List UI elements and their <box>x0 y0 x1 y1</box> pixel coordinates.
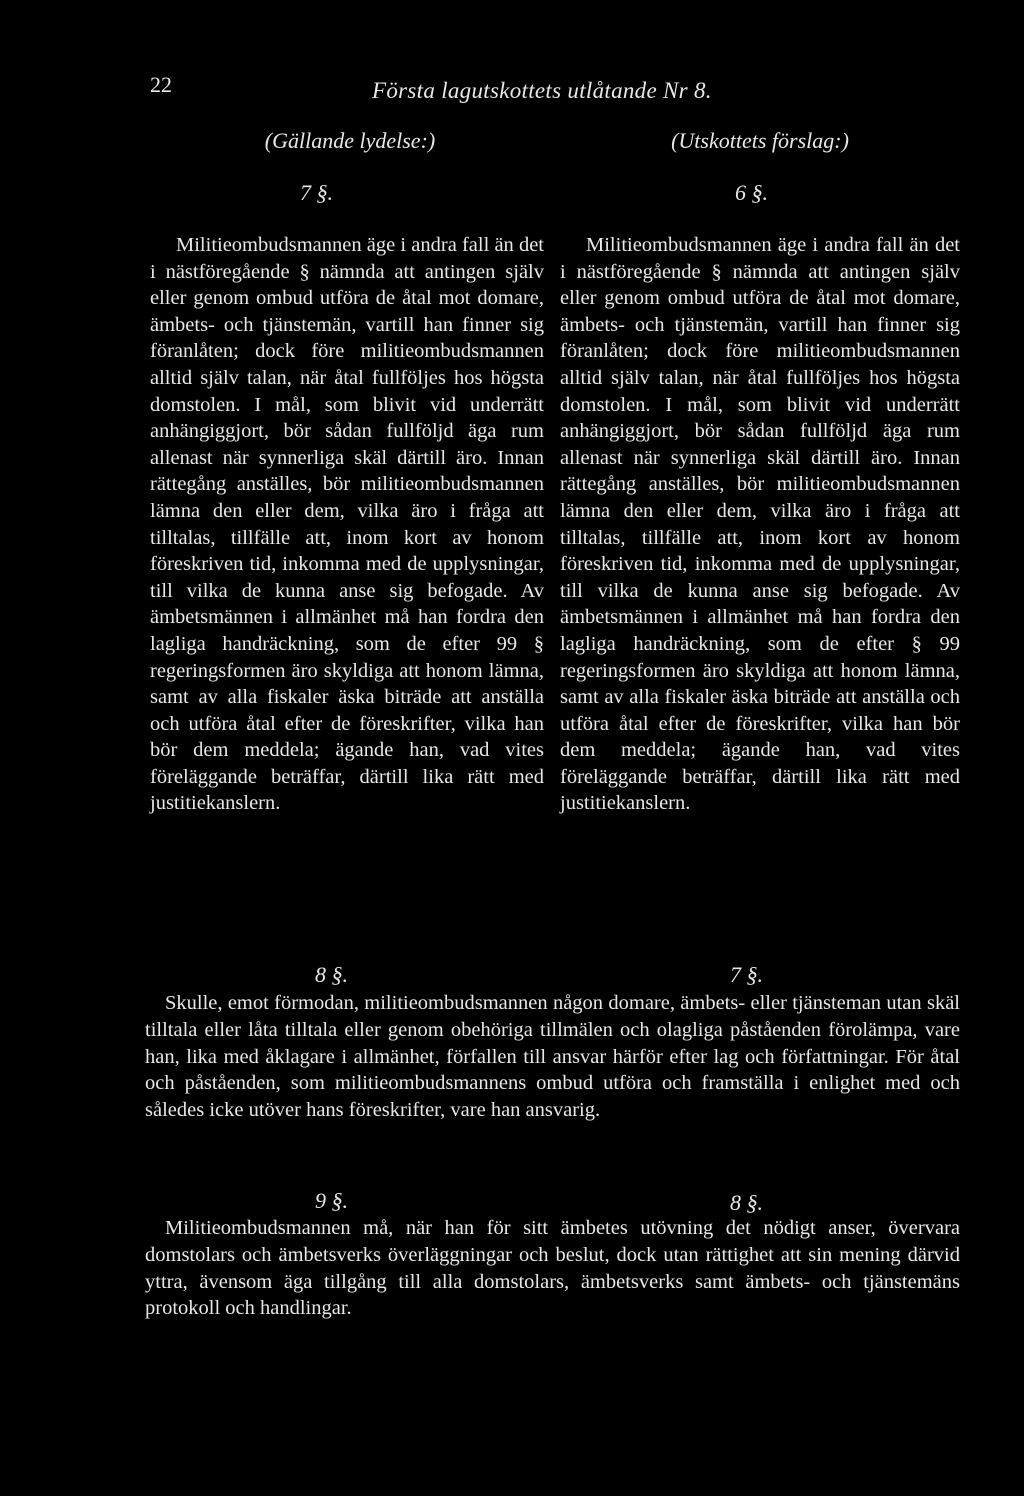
page-number: 22 <box>150 72 172 97</box>
running-title: Första lagutskottets utlåtande Nr 8. <box>372 78 712 103</box>
section-8-text: Skulle, emot förmodan, militieombudsmannen någon domare, ämbets- eller tjänsteman utan skäl tilltala eller låta tilltala eller genom obehöriga tillmälen och olagliga påståenden förolämpa, vare han, lika med åklagare i allmänhet, förfallen till ansvar härför efter lag och författningar. För åtal och påståenden, som militieombudsmannens ombud utföra och framställa i enlighet med och således icke utöver hans föreskrifter, vare han ansvarig. <box>145 992 960 1122</box>
right-section-number: 6 §. <box>735 180 768 205</box>
section-8-old-number: 8 §. <box>315 962 348 987</box>
section-9-old-number: 9 §. <box>315 1188 348 1213</box>
section-9-text: Militieombudsmannen må, när han för sitt ämbetes utövning det nödigt anser, övervara domstolars och ämbetsverks överläggningar och beslut, dock utan rättighet att sin mening därvid yttra, ävensom äga tillgång till alla domstolars, ämbetsverks samt ämbets- och tjänstemäns protokoll och handlingar. <box>145 1217 960 1320</box>
left-section-number: 7 §. <box>300 180 333 205</box>
right-column-heading: (Utskottets förslag:) <box>671 128 849 153</box>
section-7-new-number: 7 §. <box>730 962 763 987</box>
left-column-text: Militieombudsmannen äge i andra fall än det i nästföregående § nämnda att antingen själv eller genom ombud utföra de åtal mot domare, ämbets- och tjänstemän, vartill han finner sig föranlåten; dock före militieombudsmannen alltid själv talan, när åtal fullföljes hos högsta domstolen. I mål, som blivit vid underrätt anhängiggjort, bör sådan fullföljd äga rum allenast när synnerliga skäl därtill äro. Innan rättegång anställes, bör militieombudsmannen lämna den eller dem, vilka äro i fråga att tilltalas, tillfälle att, inom kort av honom föreskriven tid, inkomma med de upplysningar, till vilka de kunna anse sig befogade. Av ämbetsmännen i allmänhet må han fordra den lagliga handräckning, som de efter 99 § regeringsformen äro skyldiga att honom lämna, samt av alla fiskaler äska biträde att anställa och utföra åtal efter de föreskrifter, vilka han bör dem meddela; ägande han, vad vites föreläggande beträffar, därtill lika rätt med justitiekanslern. <box>150 234 544 815</box>
section-8-new-number: 8 §. <box>730 1190 763 1215</box>
right-column-text: Militieombudsmannen äge i andra fall än det i nästföregående § nämnda att antingen själv eller genom ombud utföra de åtal mot domare, ämbets- och tjänstemän, vartill han finner sig föranlåten; dock före militieombudsmannen alltid själv talan, när åtal fullföljes hos högsta domstolen. I mål, som blivit vid underrätt anhängiggjort, bör sådan fullföljd äga rum allenast när synnerliga skäl därtill äro. Innan rättegång anställes, bör militieombudsmannen lämna den eller dem, vilka äro i fråga att tilltalas, tillfälle att, inom kort av honom föreskriven tid, inkomma med de upplysningar, till vilka de kunna anse sig befogade. Av ämbetsmännen i allmänhet må han fordra den lagliga handräckning, som de efter § 99 regeringsformen äro skyldiga att honom lämna, samt av alla fiskaler äska biträde att anställa och utföra åtal efter de föreskrifter, vilka han bör dem meddela; ägande han, vad vites föreläggande beträffar, därtill lika rätt med justitiekanslern. <box>560 234 960 815</box>
left-column-heading: (Gällande lydelse:) <box>264 128 436 153</box>
